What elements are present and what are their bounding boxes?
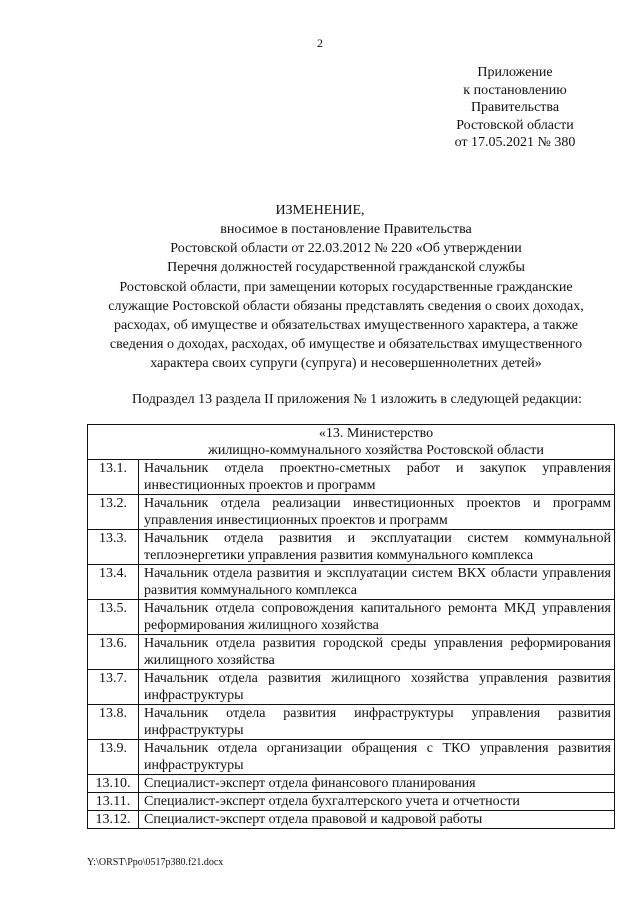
table-header-line: жилищно-коммунального хозяйства Ростовской области: [208, 443, 544, 458]
table-row: [88, 460, 615, 495]
table-row: [88, 600, 615, 635]
subtitle-line: служащие Ростовской области обязаны представлять сведения о своих доходах,: [108, 298, 584, 314]
table-row: [88, 530, 615, 565]
document-title: ИЗМЕНЕНИЕ,: [275, 203, 365, 218]
table-row: [88, 635, 615, 670]
appendix-line: Приложение: [477, 65, 553, 80]
row-number: 13.1.: [88, 460, 139, 495]
row-number: 13.9.: [88, 740, 139, 775]
table-row: [88, 740, 615, 775]
position-title: Специалист-эксперт отдела бухгалтерского учета и отчетности: [139, 793, 615, 811]
table-header-cell: [88, 425, 615, 460]
subtitle-line: Ростовской области, при замещении которых государственные гражданские: [119, 279, 573, 295]
table-row: [88, 670, 615, 705]
position-title: Начальник отдела развития жилищного хозяйства управления развития инфраструктуры: [139, 670, 615, 705]
intro-paragraph: Подраздел 13 раздела II приложения № 1 изложить в следующей редакции:: [132, 392, 582, 407]
appendix-block: [440, 64, 590, 152]
table-row: [88, 705, 615, 740]
table-header-line: «13. Министерство: [318, 426, 434, 441]
row-number: 13.11.: [88, 793, 139, 811]
table-row: [88, 495, 615, 530]
row-number: 13.6.: [88, 635, 139, 670]
position-title: Начальник отдела развития инфраструктуры управления развития инфраструктуры: [139, 705, 615, 740]
position-title: Начальник отдела проектно-сметных работ и закупок управления инвестиционных проектов и программ: [139, 460, 615, 495]
row-number: 13.4.: [88, 565, 139, 600]
subtitle-line: расходах, об имуществе и обязательствах имущественного характера, а также: [113, 318, 579, 334]
position-title: Начальник отдела развития городской среды управления реформирования жилищного хозяйства: [139, 635, 615, 670]
appendix-line: Правительства: [470, 100, 560, 115]
subtitle-line: Перечня должностей государственной гражданской службы: [167, 260, 525, 276]
table-row: [88, 811, 615, 829]
subtitle-line: характера своих супруги (супруга) и несовершеннолетних детей»: [150, 356, 542, 372]
appendix-line: Ростовской области: [456, 117, 574, 133]
position-title: Начальник отдела развития и эксплуатации систем коммунальной теплоэнергетики управления развития коммунального комплекса: [139, 530, 615, 565]
row-number: 13.3.: [88, 530, 139, 565]
page-number: 2: [317, 36, 323, 50]
position-title: Специалист-эксперт отдела финансового планирования: [139, 775, 615, 793]
row-number: 13.10.: [88, 775, 139, 793]
appendix-line: от 17.05.2021 № 380: [454, 135, 576, 150]
position-title: Специалист-эксперт отдела правовой и кадровой работы: [139, 811, 615, 829]
table-row: [88, 793, 615, 811]
subtitle-line: Ростовской области от 22.03.2012 № 220 «Об утверждении: [170, 241, 522, 257]
position-title: Начальник отдела сопровождения капитального ремонта МКД управления реформирования жилищного хозяйства: [139, 600, 615, 635]
file-path-footer: Y:\ORST\Ppo\0517p380.f21.docx: [87, 857, 224, 868]
row-number: 13.12.: [88, 811, 139, 829]
positions-table: [87, 424, 615, 829]
document-subtitle: [70, 220, 622, 374]
subtitle-line: вносимое в постановление Правительства: [220, 222, 472, 237]
position-title: Начальник отдела реализации инвестиционных проектов и программ управления инвестиционных проектов и программ: [139, 495, 615, 530]
appendix-line: к постановлению: [463, 82, 567, 98]
position-title: Начальник отдела организации обращения с ТКО управления развития инфраструктуры: [139, 740, 615, 775]
table-row: [88, 775, 615, 793]
row-number: 13.7.: [88, 670, 139, 705]
subtitle-line: сведения о доходах, расходах, об имуществе и обязательствах имущественного: [109, 337, 583, 353]
row-number: 13.8.: [88, 705, 139, 740]
table-header-row: [88, 425, 615, 460]
row-number: 13.2.: [88, 495, 139, 530]
row-number: 13.5.: [88, 600, 139, 635]
table-row: [88, 565, 615, 600]
position-title: Начальник отдела развития и эксплуатации систем ВКХ области управления развития коммунального комплекса: [139, 565, 615, 600]
